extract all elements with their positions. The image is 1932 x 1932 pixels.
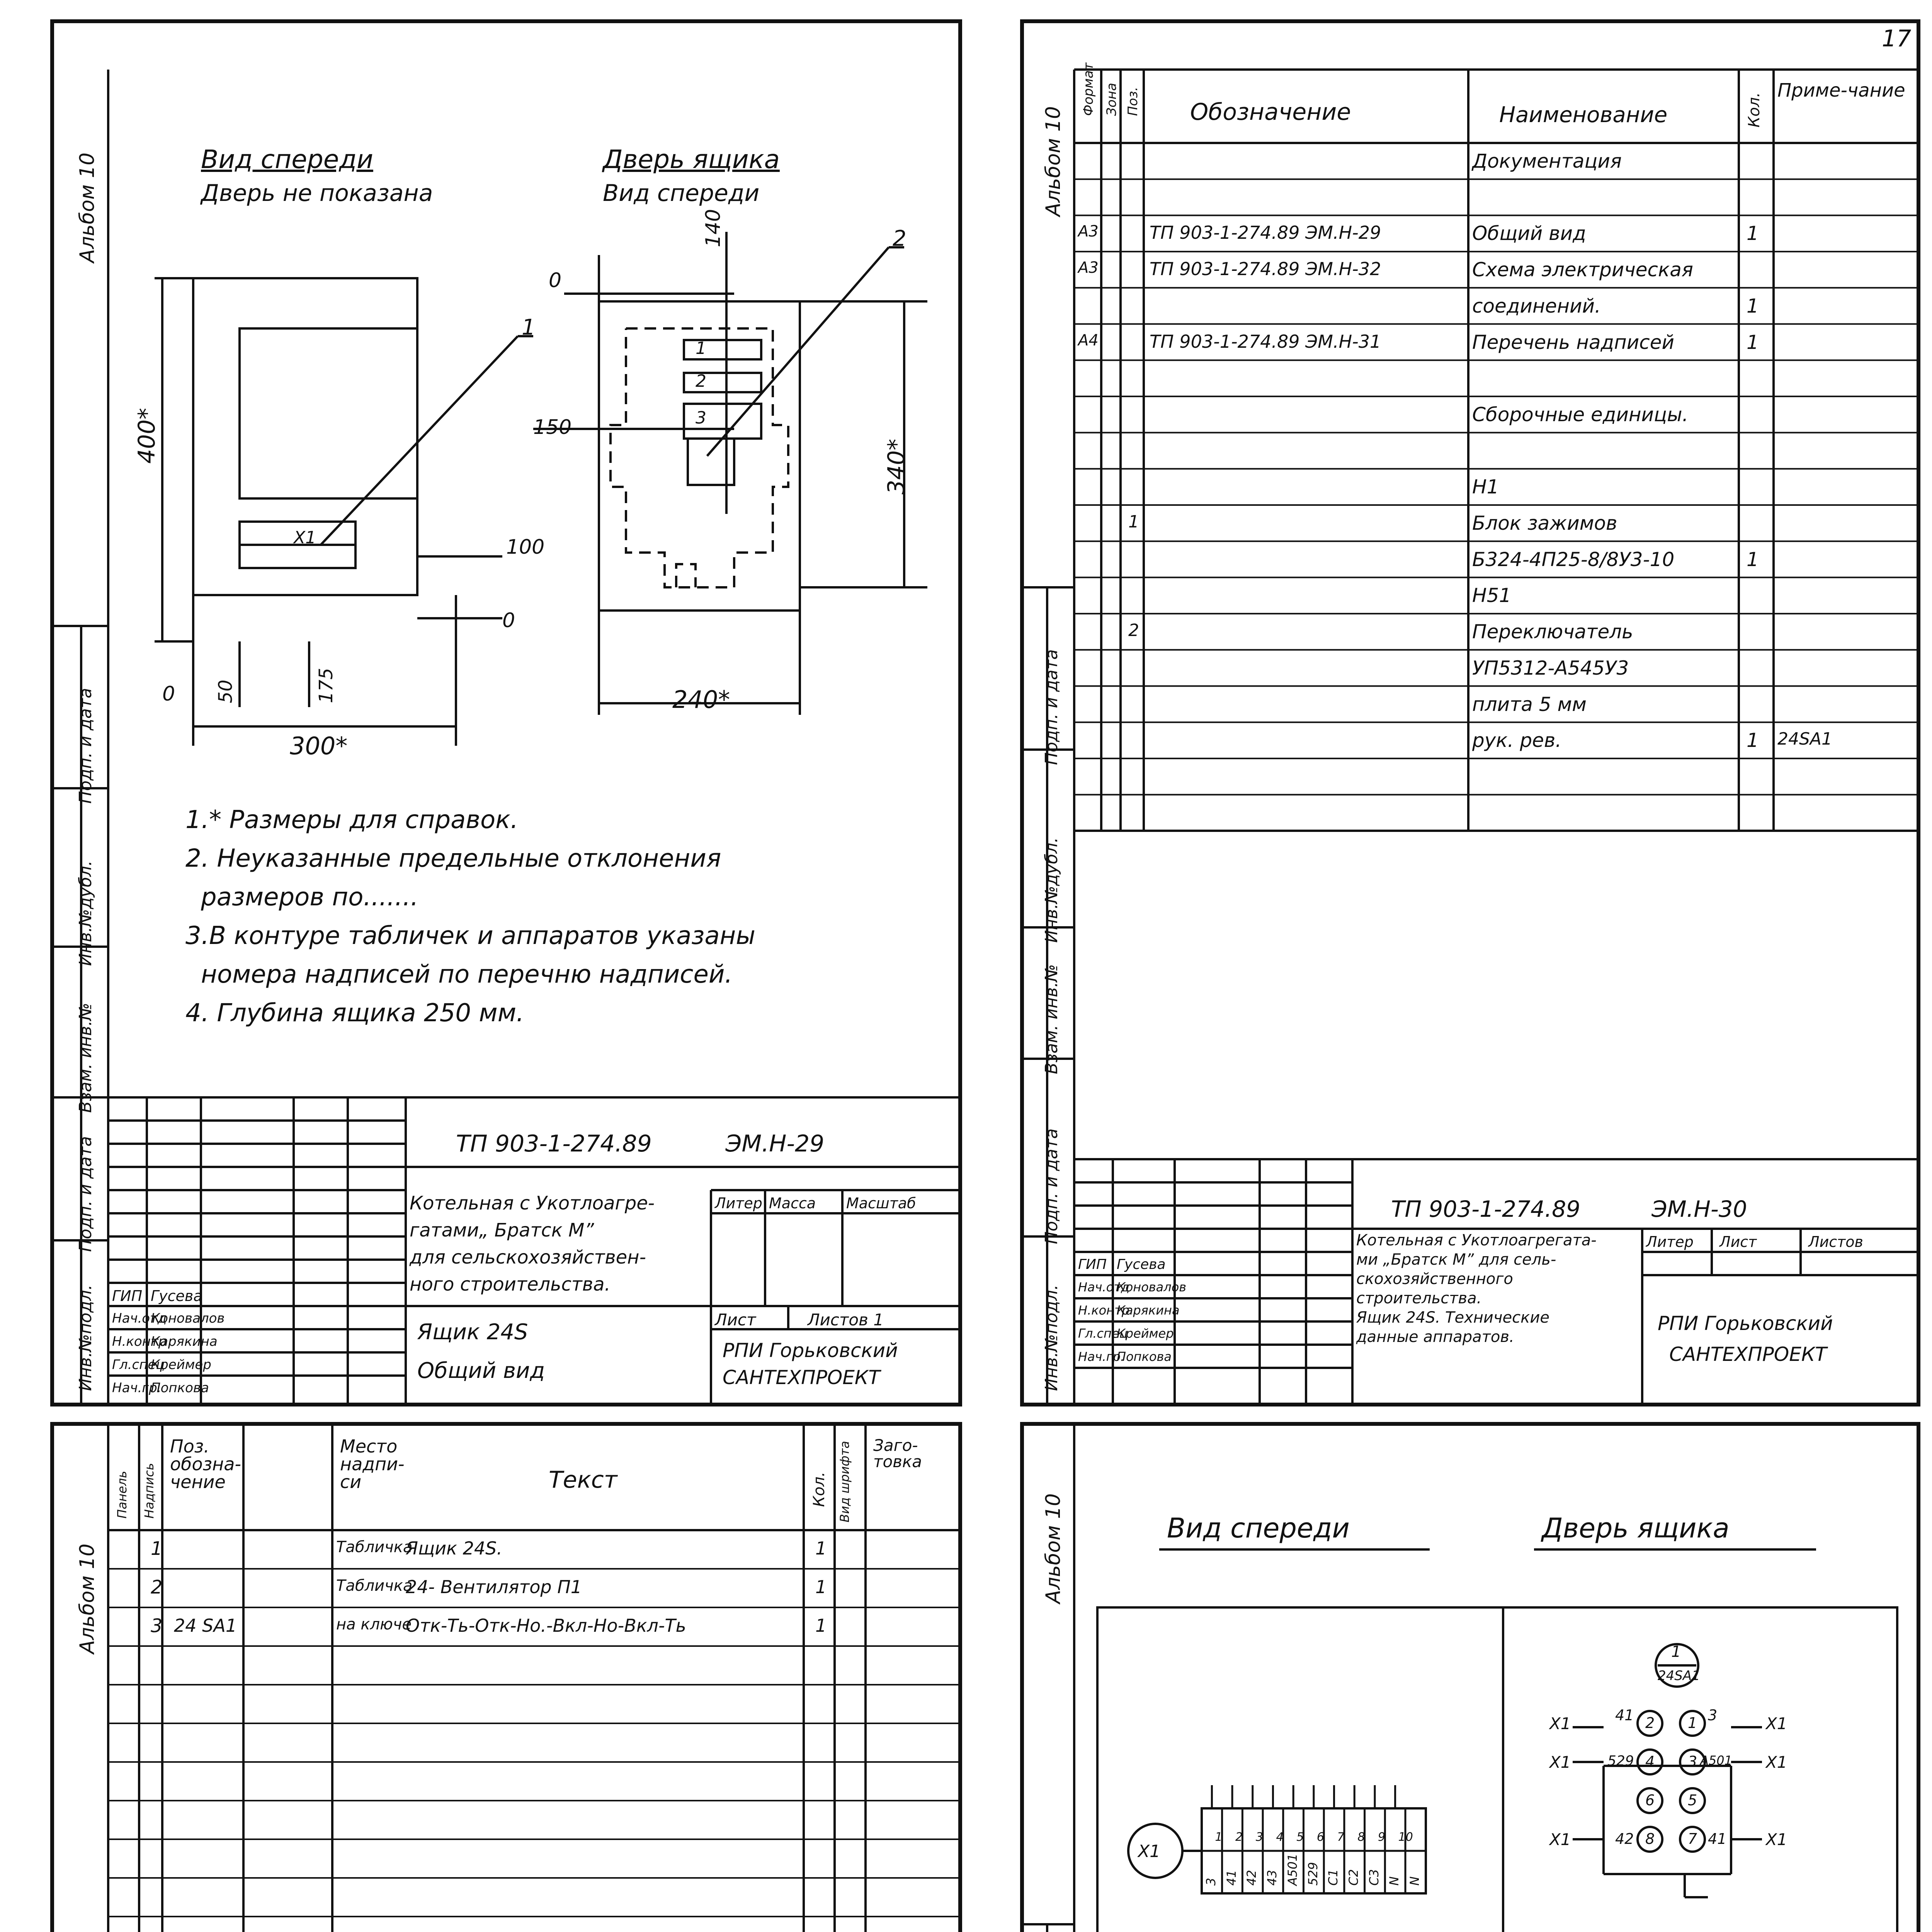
q4-x1-label-1: X1 (1549, 1714, 1571, 1733)
q4-terminal-label: C3 (1366, 1869, 1381, 1886)
q2-hdr-format: Формат (1081, 63, 1096, 116)
q2-stamp-title-4: строительства. (1356, 1289, 1482, 1307)
q2-cell: Документация (1472, 150, 1622, 172)
q1-stamp-doc: ТП 903-1-274.89 ЭМ.Н-29 (456, 1130, 825, 1157)
q2-cell: Н51 (1472, 584, 1512, 607)
q3-cell: 1 (815, 1538, 827, 1559)
q4-wire-a501: A501 (1700, 1753, 1732, 1768)
q1-dim-0b: 0 (502, 609, 515, 632)
q4-terminal-label: 3 (1204, 1878, 1218, 1886)
q4-x1-circle-label: X1 (1138, 1842, 1161, 1861)
q4-contact-number: 8 (1645, 1830, 1655, 1847)
q2-people-name-3: Карякина (1117, 1303, 1180, 1318)
q1-stamp-name-1: Ящик 24S (417, 1320, 528, 1345)
q4-contact-number: 5 (1688, 1792, 1697, 1809)
q1-stamp-litera: Литер (715, 1195, 762, 1212)
q4-contact-number: 6 (1645, 1792, 1655, 1809)
q2-people-name-5: Попкова (1117, 1349, 1172, 1364)
q1-people-role-1: ГИП (112, 1287, 143, 1304)
q4-x1-label-2: X1 (1766, 1714, 1787, 1733)
q2-stamp-list: Лист (1719, 1233, 1757, 1250)
q1-stamp-title-4: ного строительства. (410, 1274, 611, 1295)
q4-terminal-label: N (1407, 1876, 1422, 1886)
q3-hdr-blank: Заго-товка (873, 1436, 922, 1471)
q1-stamp-title-1: Котельная с Укотлоагре- (410, 1192, 655, 1214)
q3-hdr-panel: Панель (115, 1471, 129, 1519)
q3-cell: 3 (151, 1615, 163, 1637)
q2-cell: ТП 903-1-274.89 ЭМ.Н-31 (1150, 331, 1381, 352)
q4-x1-label-5: X1 (1549, 1830, 1571, 1849)
q4-terminal-number: 5 (1296, 1830, 1304, 1844)
q1-note-2: 2. Неуказанные предельные отклонения (185, 844, 721, 873)
q4-terminal-number: 7 (1337, 1830, 1345, 1844)
q2-cell: ТП 903-1-274.89 ЭМ.Н-29 (1150, 222, 1381, 243)
q1-door-not-shown: Дверь не показана (201, 180, 433, 207)
q2-cell: плита 5 мм (1472, 693, 1587, 716)
q1-note-3b: номера надписей по перечню надписей. (201, 960, 733, 989)
q2-cell: УП5312-А545У3 (1472, 656, 1629, 679)
q2-cell: соединений. (1472, 294, 1601, 317)
album-label-q3: Альбом 10 (76, 1543, 99, 1654)
q3-cell: 1 (815, 1615, 827, 1636)
album-label-q4: Альбом 10 (1042, 1493, 1065, 1604)
q2-cell: Переключатель (1472, 621, 1633, 643)
q3-cell: 1 (151, 1538, 163, 1560)
q2-cell: 2 (1128, 621, 1139, 641)
q3-cell: Табличка (336, 1577, 413, 1595)
q3-hdr-place: Место надпи-си (340, 1436, 405, 1492)
q2-hdr-zone: Зона (1104, 83, 1119, 116)
q4-x1-label-6: X1 (1766, 1830, 1787, 1849)
q4-terminal-number: 9 (1378, 1830, 1386, 1844)
q1-people-role-5: Нач.гр. (112, 1380, 162, 1396)
q1-dim-240: 240* (672, 685, 730, 714)
q2-hdr-qty: Кол. (1745, 92, 1763, 128)
q4-door-box-title: Дверь ящика (1542, 1512, 1730, 1544)
q1-callout-1: 1 (522, 315, 536, 340)
q1-note-2b: размеров по....... (201, 883, 418, 912)
q1-plate-3: 3 (696, 408, 706, 428)
margin-label-dubl: Инв.№дубл. (76, 860, 95, 966)
q1-stamp-massa: Масса (769, 1195, 816, 1212)
q4-terminal-label: C1 (1326, 1869, 1341, 1886)
q3-cell: Отк-Ть-Отк-Но.-Вкл-Но-Вкл-Ть (406, 1615, 686, 1636)
q1-people-role-3: Н.контр (112, 1334, 167, 1349)
q2-cell: 1 (1747, 331, 1759, 354)
q3-cell: Табличка (336, 1538, 413, 1556)
q1-view-front-title: Вид спереди (201, 145, 373, 174)
q4-terminal-label: A501 (1285, 1854, 1300, 1886)
q2-cell: рук. рев. (1472, 729, 1562, 752)
q2-cell: Общий вид (1472, 222, 1586, 245)
q3-cell: Ящик 24S. (406, 1538, 502, 1559)
q1-stamp-title-2: гатами„ Братск М” (410, 1219, 594, 1241)
q1-dim-100: 100 (506, 536, 545, 559)
q2-stamp-org-1: РПИ Горьковский (1658, 1312, 1833, 1335)
q2-people-role-5: Нач.гр. (1078, 1349, 1125, 1364)
q4-wire-41: 41 (1615, 1707, 1634, 1724)
q1-dim-50: 50 (215, 679, 236, 703)
q4-switch-label-bot: 24SA1 (1658, 1668, 1700, 1684)
q1-people-role-2: Нач.отд (112, 1311, 167, 1326)
q4-x1-label-4: X1 (1766, 1753, 1787, 1772)
q4-contact-number: 2 (1645, 1714, 1655, 1731)
q1-stamp-listov: Листов 1 (808, 1310, 884, 1329)
q1-people-name-2: Коновалов (151, 1311, 225, 1326)
q4-terminal-number: 1 (1215, 1830, 1223, 1844)
q2-hdr-note: Приме-чание (1777, 80, 1905, 101)
margin-label-sign2: Подп. и дата (76, 688, 95, 804)
margin-label-sign1: Подп. и дата (76, 1136, 95, 1252)
q3-cell: 24 SA1 (174, 1615, 237, 1636)
q4-terminal-label: 529 (1305, 1862, 1320, 1886)
q2-people-role-4: Гл.спец (1078, 1326, 1128, 1341)
q1-dim-340: 340* (883, 439, 910, 495)
q1-stamp-org-2: САНТЕХПРОЕКТ (723, 1366, 880, 1389)
q2-stamp-litera: Литер (1646, 1233, 1694, 1250)
q2-people-role-1: ГИП (1078, 1257, 1107, 1272)
q3-cell: 2 (151, 1577, 163, 1598)
q4-terminal-label: N (1387, 1876, 1402, 1886)
q2-cell: Схема электрическая (1472, 259, 1693, 281)
q2-cell: А4 (1078, 331, 1099, 349)
q4-contact-number: 4 (1645, 1753, 1655, 1770)
q1-x1-label: X1 (294, 528, 316, 548)
q2-cell: ТП 903-1-274.89 ЭМ.Н-32 (1150, 259, 1381, 280)
q1-dim-400: 400* (133, 408, 160, 464)
q3-hdr-qty: Кол. (810, 1471, 828, 1507)
q2-stamp-listov: Листов (1808, 1233, 1863, 1250)
q2-cell: Н1 (1472, 476, 1499, 498)
q2-hdr-designation: Обозначение (1190, 99, 1351, 126)
page-number: 17 (1882, 25, 1912, 52)
q4-terminal-number: 2 (1235, 1830, 1243, 1844)
q2-hdr-name: Наименование (1499, 102, 1668, 128)
q4-wire-42: 42 (1615, 1830, 1634, 1847)
q4-wire-529: 529 (1607, 1753, 1634, 1769)
q4-switch-label-top: 1 (1671, 1643, 1681, 1661)
q4-terminal-number: 3 (1255, 1830, 1263, 1844)
q2-cell: 1 (1128, 512, 1139, 532)
q1-callout-2: 2 (893, 226, 906, 251)
q3-hdr-font: Вид шрифта (837, 1440, 852, 1522)
q2-cell: А3 (1078, 259, 1099, 277)
q2-people-name-4: Креймер (1117, 1326, 1174, 1341)
q4-terminal-label: C2 (1346, 1869, 1361, 1886)
q1-dim-175: 175 (315, 668, 337, 703)
q1-door-box-title: Дверь ящика (603, 145, 780, 174)
q4-terminal-number: 8 (1357, 1830, 1365, 1844)
q2-cell: 1 (1747, 729, 1759, 752)
q3-hdr-text: Текст (549, 1466, 617, 1493)
q4-view-front-title: Вид спереди (1167, 1512, 1350, 1544)
margin-label-sign2-q2: Подп. и дата (1042, 649, 1061, 765)
q1-stamp-list: Лист (715, 1310, 756, 1329)
q2-stamp-title-6: данные аппаратов. (1356, 1328, 1514, 1346)
q2-stamp-title-2: ми „Братск М” для сель- (1356, 1251, 1556, 1269)
q1-dim-150: 150 (533, 416, 572, 439)
q2-stamp-title-1: Котельная с Укотлоагрегата- (1356, 1231, 1597, 1249)
q4-terminal-label: 41 (1224, 1870, 1239, 1886)
album-label-q1: Альбом 10 (76, 152, 99, 263)
q4-contact-number: 1 (1688, 1714, 1697, 1731)
q2-stamp-doc: ТП 903-1-274.89 ЭМ.Н-30 (1391, 1196, 1747, 1222)
q4-terminal-label: 43 (1265, 1870, 1280, 1886)
q1-people-name-5: Попкова (151, 1380, 209, 1396)
q2-cell: 1 (1747, 548, 1759, 571)
album-label-q2: Альбом 10 (1042, 106, 1065, 216)
q1-people-role-4: Гл.спец (112, 1357, 165, 1372)
q1-dim-0a: 0 (549, 269, 562, 292)
q2-cell: Блок зажимов (1472, 512, 1617, 534)
margin-label-vzam: Взам. инв.№ (76, 1003, 95, 1113)
q2-people-name-2: Коновалов (1117, 1280, 1187, 1294)
q2-cell: Б324-4П25-8/8У3-10 (1472, 548, 1675, 571)
q1-dim-300: 300* (290, 732, 348, 760)
margin-label-inv-q2: Инв.№подл. (1042, 1284, 1061, 1391)
q1-note-3: 3.В контуре табличек и аппаратов указаны (185, 922, 755, 950)
q1-note-4: 4. Глубина ящика 250 мм. (185, 999, 524, 1027)
q2-hdr-pos: Поз. (1125, 87, 1141, 116)
q1-dim-0c: 0 (162, 682, 175, 706)
q4-terminal-number: 10 (1398, 1830, 1413, 1844)
margin-label-inv: Инв.№подл. (76, 1284, 95, 1391)
q1-dim-140: 140 (702, 209, 725, 247)
q2-people-role-2: Нач.отд (1078, 1280, 1130, 1294)
margin-label-vzam-q2: Взам. инв.№ (1042, 964, 1061, 1074)
q4-contact-number: 7 (1688, 1830, 1697, 1847)
q3-hdr-inscription: Надпись (142, 1463, 156, 1519)
q1-stamp-name-2: Общий вид (417, 1358, 545, 1383)
q2-stamp-title-5: Ящик 24S. Технические (1356, 1309, 1549, 1327)
q1-stamp-masshtab: Масштаб (846, 1195, 916, 1212)
margin-label-sign-q2: Подп. и дата (1042, 1128, 1061, 1244)
q4-terminal-number: 4 (1276, 1830, 1284, 1844)
q3-cell: 24- Вентилятор П1 (406, 1577, 582, 1597)
q1-people-name-4: Креймер (151, 1357, 211, 1372)
q2-cell: А3 (1078, 223, 1099, 241)
q2-stamp-title-3: скохозяйственного (1356, 1270, 1513, 1288)
q3-cell: на ключе (336, 1616, 412, 1633)
q3-cell: 1 (815, 1577, 827, 1597)
q2-cell: 1 (1747, 222, 1759, 245)
q4-wire-3: 3 (1708, 1707, 1718, 1724)
q1-view-front2: Вид спереди (603, 180, 760, 207)
q1-plate-1: 1 (696, 338, 706, 358)
q4-wire-41b: 41 (1708, 1830, 1727, 1847)
q1-people-name-1: Гусева (151, 1287, 202, 1304)
q1-people-name-3: Карякина (151, 1334, 218, 1349)
q1-note-1: 1.* Размеры для справок. (185, 806, 519, 834)
q2-cell: Сборочные единицы. (1472, 403, 1689, 426)
q1-stamp-org-1: РПИ Горьковский (723, 1339, 898, 1362)
margin-label-dubl-q2: Инв.№дубл. (1042, 837, 1061, 943)
q2-cell: 1 (1747, 294, 1759, 317)
q1-stamp-title-3: для сельскохозяйствен- (410, 1247, 646, 1268)
q2-people-role-3: Н.контр (1078, 1303, 1130, 1318)
q3-hdr-pos: Поз. обозна-чение (170, 1436, 241, 1492)
q4-terminal-label: 42 (1244, 1870, 1259, 1886)
q2-cell: Перечень надписей (1472, 331, 1675, 354)
q2-stamp-org-2: САНТЕХПРОЕКТ (1669, 1343, 1827, 1366)
q4-contact-number: 3 (1688, 1753, 1697, 1770)
q1-plate-2: 2 (696, 371, 706, 391)
q4-x1-label-3: X1 (1549, 1753, 1571, 1772)
q2-people-name-1: Гусева (1117, 1257, 1166, 1272)
q4-terminal-number: 6 (1316, 1830, 1324, 1844)
q2-cell: 24SA1 (1777, 729, 1833, 749)
